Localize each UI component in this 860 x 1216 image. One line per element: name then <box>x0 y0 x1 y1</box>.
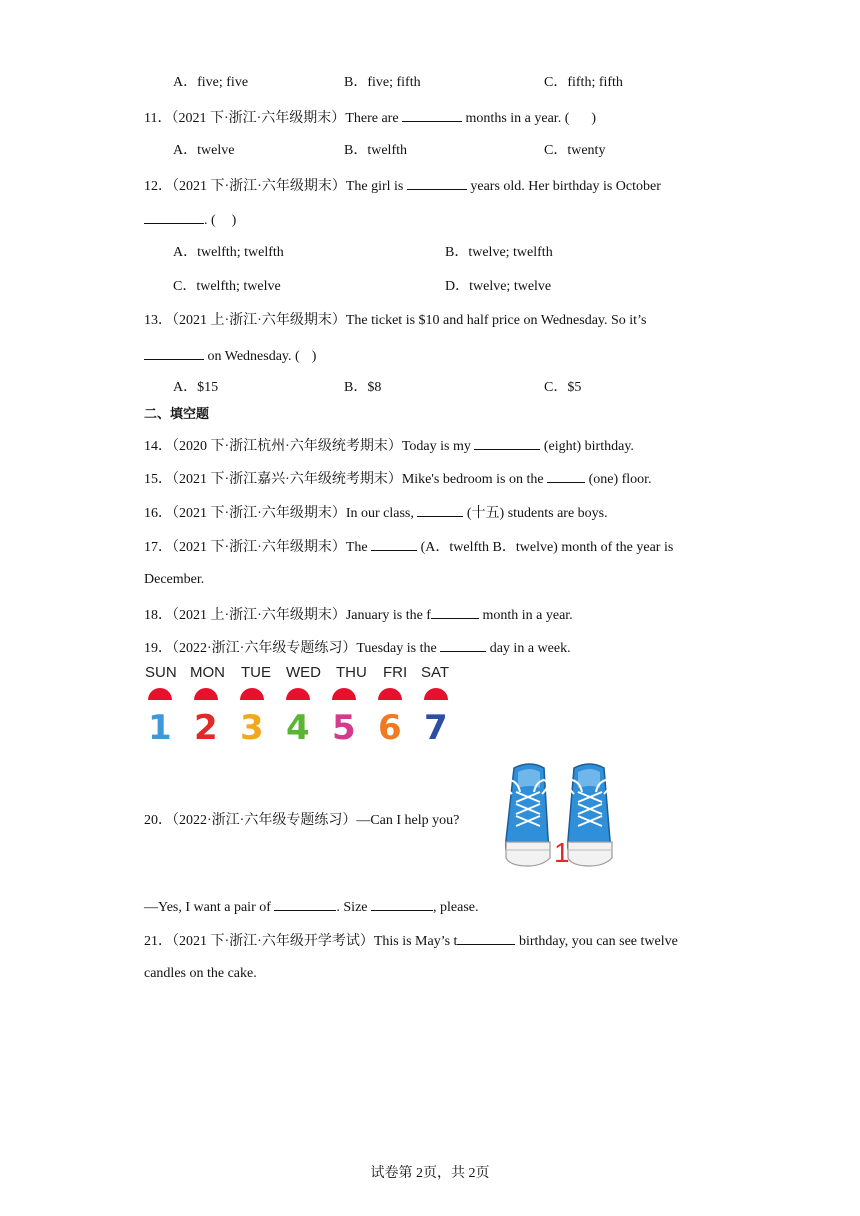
day-label-mon: MON <box>190 664 225 681</box>
answer-blank[interactable] <box>474 436 540 450</box>
question-number: 11． <box>144 111 172 126</box>
question-14 <box>144 436 634 456</box>
question-11 <box>144 108 596 128</box>
question-12 <box>144 176 661 196</box>
shoe-size-number: 1 <box>554 837 570 868</box>
question-16 <box>144 503 608 523</box>
red-cap-icon <box>148 688 172 700</box>
day-label-sat: SAT <box>421 664 450 681</box>
q10-option-b: B．five; fifth <box>344 75 421 90</box>
question-source: （2020 下·浙江杭州·六年级统考期末） <box>172 439 402 454</box>
question-text: (eight) birthday. <box>543 439 634 454</box>
question-number: 12． <box>144 179 172 194</box>
red-cap-icon <box>424 688 448 700</box>
question-17 <box>144 537 673 557</box>
question-text: ) <box>591 111 597 126</box>
answer-blank[interactable] <box>402 108 462 122</box>
question-text: ) <box>311 349 317 364</box>
q10-option-a: A．five; five <box>173 75 249 90</box>
question-number: 16． <box>144 506 172 521</box>
answer-blank[interactable] <box>407 176 467 190</box>
question-number: 14． <box>144 439 172 454</box>
question-source: （2021 下·浙江·六年级期末） <box>172 506 346 521</box>
question-text: In our class, <box>345 506 414 521</box>
red-cap-icon <box>286 688 310 700</box>
red-cap-icon <box>240 688 264 700</box>
number-7-icon: 7 <box>424 708 448 748</box>
question-text: ) <box>231 213 237 228</box>
question-number: 15． <box>144 472 172 487</box>
question-text: . Size <box>336 900 368 915</box>
q11-option-a: A．twelve <box>173 143 235 158</box>
q10-option-c: C．fifth; fifth <box>544 75 623 90</box>
question-number: 17． <box>144 540 172 555</box>
number-2-icon: 2 <box>194 708 218 748</box>
red-cap-icon <box>332 688 356 700</box>
question-20 <box>144 812 459 830</box>
question-text: month in a year. <box>482 608 573 623</box>
question-source: （2022·浙江·六年级专题练习） <box>172 641 357 656</box>
question-text: years old. Her birthday is October <box>470 179 661 194</box>
question-13 <box>144 312 646 330</box>
number-3-icon: 3 <box>240 708 264 748</box>
answer-blank[interactable] <box>417 503 463 517</box>
question-13-line2 <box>144 346 316 366</box>
answer-blank[interactable] <box>144 346 204 360</box>
answer-blank[interactable] <box>371 537 417 551</box>
question-source: （2022·浙江·六年级专题练习） <box>172 813 357 828</box>
number-1-icon: 1 <box>148 708 172 748</box>
question-21 <box>144 931 678 951</box>
q12-option-b: B．twelve; twelfth <box>445 245 553 260</box>
q11-option-b: B．twelfth <box>344 143 407 158</box>
red-cap-icon <box>378 688 402 700</box>
q11-option-c: C．twenty <box>544 143 606 158</box>
question-source: （2021 下·浙江嘉兴·六年级统考期末） <box>172 472 402 487</box>
question-source: （2021 下·浙江·六年级期末） <box>172 179 346 194</box>
answer-blank[interactable] <box>274 897 336 911</box>
question-18 <box>144 605 573 625</box>
question-text: This is May’s t <box>373 934 458 949</box>
question-source: （2021 下·浙江·六年级期末） <box>171 111 346 126</box>
answer-blank[interactable] <box>144 210 204 224</box>
question-text: Tuesday is the <box>356 641 437 656</box>
page-footer: 试卷第 2页，共 2页 <box>370 1166 490 1181</box>
question-text: —Can I help you? <box>356 813 460 828</box>
q13-option-c: C．$5 <box>544 380 582 395</box>
q12-option-d: D．twelve; twelve <box>445 279 552 294</box>
day-label-sun: SUN <box>145 664 177 681</box>
question-text: Today is my <box>401 439 471 454</box>
question-number: 20． <box>144 813 172 828</box>
question-12-line2 <box>144 210 236 230</box>
question-text: months in a year. ( <box>465 111 570 126</box>
question-20-reply <box>144 897 478 917</box>
question-source: （2021 下·浙江·六年级期末） <box>172 540 346 555</box>
day-label-wed: WED <box>286 664 321 681</box>
day-label-thu: THU <box>336 664 367 681</box>
question-text: Mike's bedroom is on the <box>401 472 544 487</box>
q13-option-a: A．$15 <box>173 380 219 395</box>
section-heading: 二、填空题 <box>144 407 210 422</box>
q13-option-b: B．$8 <box>344 380 382 395</box>
sneakers-image <box>492 758 624 872</box>
question-21-line2: candles on the cake. <box>144 966 257 981</box>
answer-blank[interactable] <box>440 638 486 652</box>
question-text: The ticket is $10 and half price on Wednesday. So it’s <box>345 313 647 328</box>
question-text: January is the f <box>345 608 431 623</box>
number-4-icon: 4 <box>286 708 310 748</box>
question-number: 13． <box>144 313 172 328</box>
question-number: 18． <box>144 608 172 623</box>
question-text: —Yes, I want a pair of <box>144 900 271 915</box>
question-text: . ( <box>204 213 216 228</box>
question-source: （2021 上·浙江·六年级期末） <box>172 313 346 328</box>
question-text: day in a week. <box>489 641 571 656</box>
q12-option-a: A．twelfth; twelfth <box>173 245 284 260</box>
question-text: (A．twelfth B．twelve) month of the year is <box>420 540 674 555</box>
question-text: birthday, you can see twelve <box>518 934 678 949</box>
answer-blank[interactable] <box>371 897 433 911</box>
question-text: on Wednesday. ( <box>207 349 300 364</box>
answer-blank[interactable] <box>431 605 479 619</box>
question-text: (十五) students are boys. <box>466 506 608 521</box>
question-19 <box>144 638 571 658</box>
answer-blank[interactable] <box>547 469 585 483</box>
question-number: 21． <box>144 934 172 949</box>
number-6-icon: 6 <box>378 708 402 748</box>
question-text: The <box>345 540 368 555</box>
question-source: （2021 下·浙江·六年级开学考试） <box>172 934 374 949</box>
question-number: 19． <box>144 641 172 656</box>
question-text: The girl is <box>345 179 404 194</box>
day-label-fri: FRI <box>383 664 408 681</box>
question-source: （2021 上·浙江·六年级期末） <box>172 608 346 623</box>
question-15 <box>144 469 652 489</box>
question-text: There are <box>345 111 399 126</box>
day-label-tue: TUE <box>241 664 271 681</box>
question-text: (one) floor. <box>588 472 652 487</box>
number-5-icon: 5 <box>332 708 356 748</box>
red-cap-icon <box>194 688 218 700</box>
q12-option-c: C．twelfth; twelve <box>173 279 281 294</box>
question-17-line2: December. <box>144 572 205 587</box>
question-text: , please. <box>433 900 479 915</box>
answer-blank[interactable] <box>457 931 515 945</box>
